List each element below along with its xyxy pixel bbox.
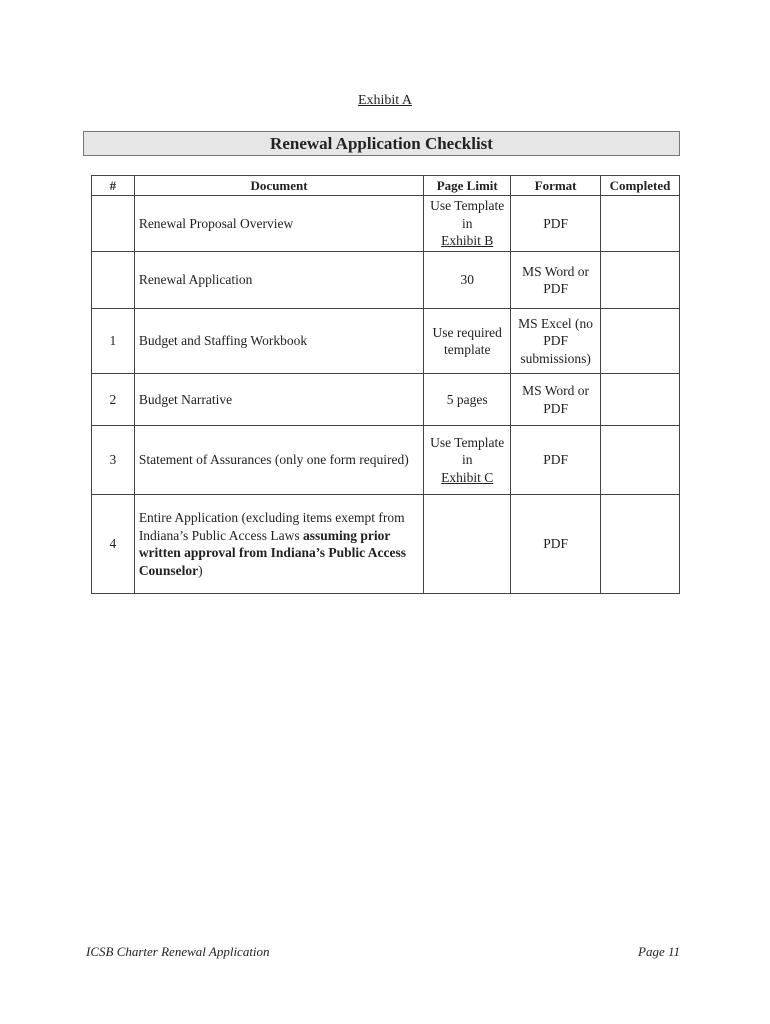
- footer-document-title: ICSB Charter Renewal Application: [86, 944, 270, 959]
- checklist-title: Renewal Application Checklist: [83, 131, 680, 156]
- row-document: [134, 495, 424, 594]
- row-format: MS Word or PDF: [511, 374, 601, 426]
- page-limit-text: Use Template in: [430, 434, 505, 468]
- row-completed: [601, 252, 680, 309]
- row-format: MS Excel (no PDF submissions): [511, 309, 601, 374]
- row-page-limit: [424, 426, 511, 495]
- row-format: PDF: [511, 196, 601, 252]
- row-number: 2: [92, 374, 135, 426]
- row-number: [92, 196, 135, 252]
- row-format: PDF: [511, 426, 601, 495]
- row-completed: [601, 426, 680, 495]
- exhibit-b-link: Exhibit B: [441, 233, 494, 249]
- row-completed: [601, 495, 680, 594]
- exhibit-label: Exhibit A: [357, 93, 413, 108]
- row-number: 3: [92, 426, 135, 495]
- row-format: MS Word or PDF: [511, 252, 601, 309]
- row-document: Budget and Staffing Workbook: [134, 309, 424, 374]
- table-row: [92, 252, 680, 309]
- row-completed: [601, 374, 680, 426]
- row-page-limit: 5 pages: [424, 374, 511, 426]
- row-number: 4: [92, 495, 135, 594]
- checklist-table: [91, 175, 680, 594]
- footer-page-number: Page 11: [638, 944, 680, 959]
- row-page-limit: [424, 196, 511, 252]
- row-completed: [601, 309, 680, 374]
- header-completed: Completed: [601, 176, 680, 196]
- table-header-row: [92, 176, 680, 196]
- table-row: [92, 495, 680, 594]
- header-document: Document: [134, 176, 424, 196]
- row-document: Budget Narrative: [134, 374, 424, 426]
- row-completed: [601, 196, 680, 252]
- page-limit-text: Use Template in: [430, 198, 505, 231]
- row-page-limit: [424, 495, 511, 594]
- row-page-limit: Use required template: [424, 309, 511, 374]
- document-text: Entire Application (excluding items exempt from Indiana’s Public Access Laws: [138, 510, 405, 543]
- header-format: Format: [511, 176, 601, 196]
- document-emphasis: assuming prior written approval from Indiana’s Public Access Counselor: [138, 527, 406, 578]
- table-row: [92, 309, 680, 374]
- row-document: Renewal Proposal Overview: [134, 196, 424, 252]
- table-row: [92, 426, 680, 495]
- row-number: [92, 252, 135, 309]
- header-number: #: [92, 176, 135, 196]
- row-document: Renewal Application: [134, 252, 424, 309]
- document-text-end: ): [198, 562, 203, 578]
- header-page-limit: Page Limit: [424, 176, 511, 196]
- exhibit-c-link: Exhibit C: [441, 469, 494, 485]
- row-format: PDF: [511, 495, 601, 594]
- table-row: [92, 374, 680, 426]
- row-document: Statement of Assurances (only one form required): [134, 426, 424, 495]
- row-page-limit: 30: [424, 252, 511, 309]
- row-number: 1: [92, 309, 135, 374]
- table-row: [92, 196, 680, 252]
